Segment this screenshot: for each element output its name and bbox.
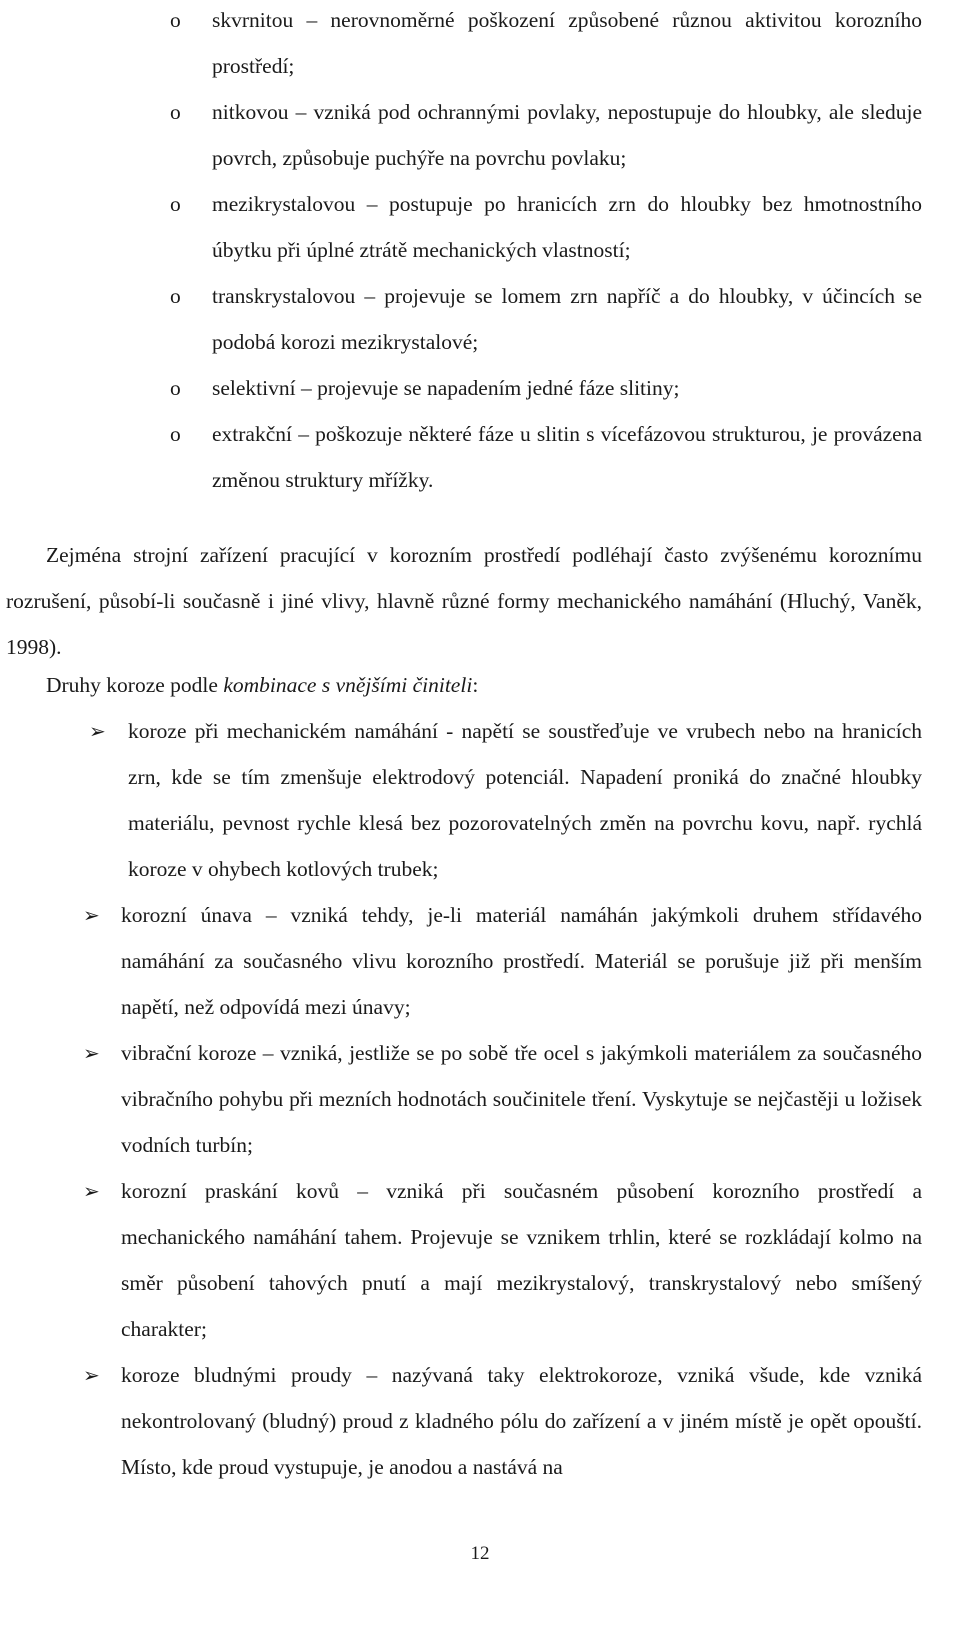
list-item <box>0 273 960 365</box>
circle-bullet-icon: o <box>170 100 181 124</box>
circle-bullet-icon: o <box>170 8 181 32</box>
intro-lead-text: Druhy koroze podle <box>46 673 224 697</box>
circle-bullet-icon: o <box>170 422 181 446</box>
body-paragraph: Zejména strojní zařízení pracující v korozním prostředí podléhají často zvýšenému koroznímu rozrušení, působí-li současně i jiné vlivy, hlavně různé formy mechanického namáhání (Hluchý, Vaněk, 1998). <box>6 543 922 659</box>
list-item-text: transkrystalovou – projevuje se lomem zrn napříč a do hloubky, v účincích se podobá korozi mezikrystalové; <box>212 284 922 354</box>
list-item <box>0 365 960 411</box>
circle-bullet-icon: o <box>170 192 181 216</box>
list-item-text: korozní praskání kovů – vzniká při současném působení korozního prostředí a mechanického namáhání tahem. Projevuje se vznikem trhlin, které se rozkládají kolmo na směr působení tahových pnutí a mají mezikrystalový, transkrystalový nebo smíšený charakter; <box>121 1179 922 1341</box>
list-item-text: vibrační koroze – vzniká, jestliže se po sobě tře ocel s jakýmkoli materiálem za současného vibračního pohybu při mezních hodnotách součinitele tření. Vyskytuje se nejčastěji u ložisek vodních turbín; <box>121 1041 922 1157</box>
list-item <box>0 1030 960 1168</box>
arrow-bullet-icon: ➢ <box>83 1041 100 1065</box>
list-item-text: koroze při mechanickém namáhání - napětí se soustřeďuje ve vrubech nebo na hranicích zrn, kde se tím zmenšuje elektrodový potenciál. Napadení proniká do značné hloubky materiálu, pevnost rychle klesá bez pozorovatelných změn na povrchu kovu, např. rychlá koroze v ohybech kotlových trubek; <box>128 719 922 881</box>
circle-bullet-icon: o <box>170 376 181 400</box>
list-item-text: koroze bludnými proudy – nazývaná taky elektrokoroze, vzniká všude, kde vzniká nekontrolovaný (bludný) proud z kladného pólu do zařízení a v jiném místě je opět opouští. Místo, kde proud vystupuje, je anodou a nastává na <box>121 1363 922 1479</box>
list-item <box>0 892 960 1030</box>
list-item <box>0 411 960 503</box>
list-item <box>0 89 960 181</box>
section-intro-paragraph <box>6 662 922 708</box>
list-item-text: selektivní – projevuje se napadením jedné fáze slitiny; <box>212 376 680 400</box>
list-item <box>0 708 960 892</box>
arrow-bullet-icon: ➢ <box>83 903 100 927</box>
corrosion-types-list <box>0 0 960 503</box>
list-item-text: korozní únava – vzniká tehdy, je-li materiál namáhán jakýmkoli druhem střídavého namáhání za současného vlivu korozního prostředí. Materiál se porušuje již při menším napětí, než odpovídá mezi únavy; <box>121 903 922 1019</box>
list-item <box>0 1352 960 1490</box>
arrow-bullet-icon: ➢ <box>89 719 106 743</box>
combination-corrosion-list <box>0 708 960 1490</box>
arrow-bullet-icon: ➢ <box>83 1179 100 1203</box>
list-item <box>0 181 960 273</box>
list-item <box>0 1168 960 1352</box>
list-item-text: extrakční – poškozuje některé fáze u slitin s vícefázovou strukturou, je provázena změnou struktury mřížky. <box>212 422 922 492</box>
list-item-text: nitkovou – vzniká pod ochrannými povlaky, nepostupuje do hloubky, ale sleduje povrch, způsobuje puchýře na povrchu povlaku; <box>212 100 922 170</box>
arrow-bullet-icon: ➢ <box>83 1363 100 1387</box>
intro-emphasis-text: kombinace s vnějšími činiteli <box>223 673 473 697</box>
intro-tail-text: : <box>472 673 479 697</box>
list-item <box>0 0 960 89</box>
list-item-text: mezikrystalovou – postupuje po hranicích zrn do hloubky bez hmotnostního úbytku při úplné ztrátě mechanických vlastností; <box>212 192 922 262</box>
page-number: 12 <box>470 1543 490 1564</box>
circle-bullet-icon: o <box>170 284 181 308</box>
list-item-text: skvrnitou – nerovnoměrné poškození způsobené různou aktivitou korozního prostředí; <box>212 8 922 78</box>
